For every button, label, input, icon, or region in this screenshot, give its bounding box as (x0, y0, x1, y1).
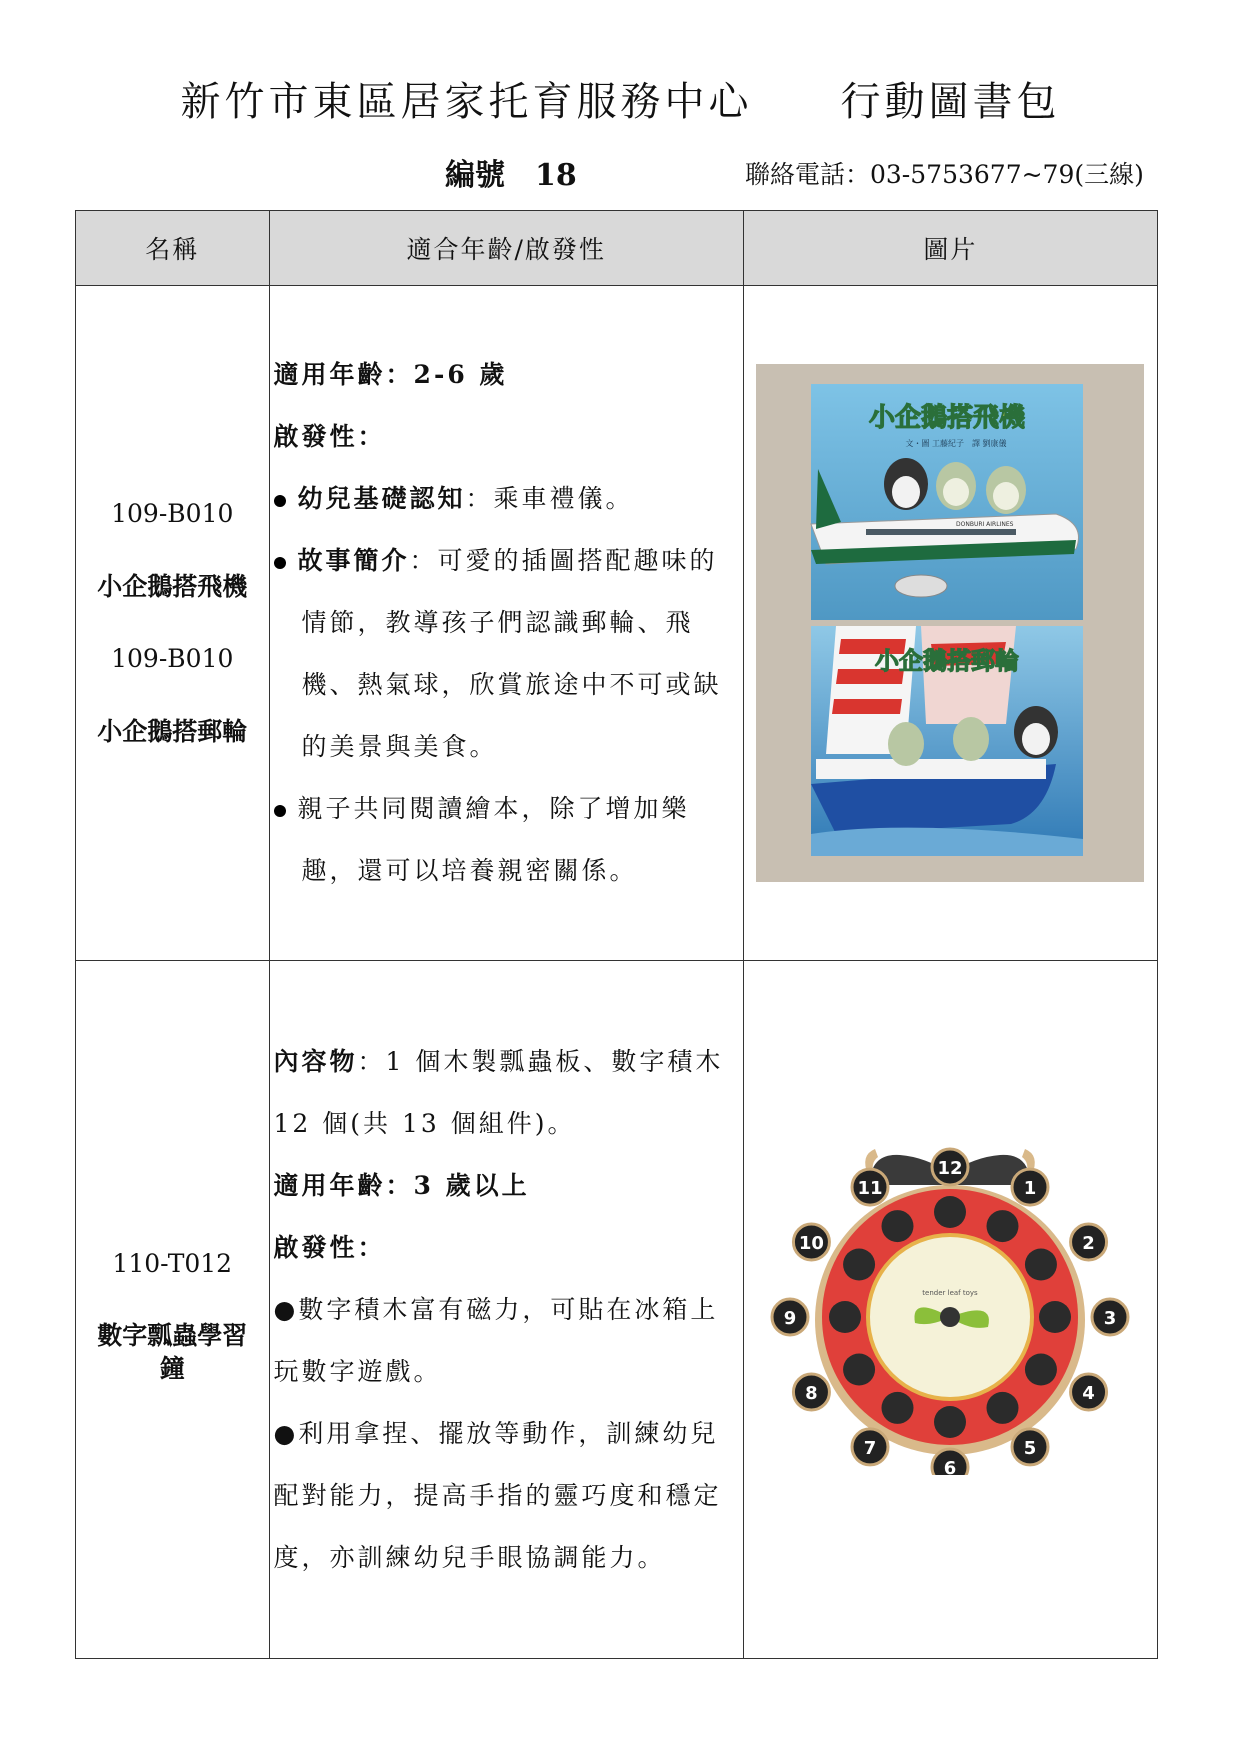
contents-text: ：1 個木製瓢蟲板、數字積木 (357, 1046, 724, 1076)
bullet-icon (274, 805, 286, 817)
penguin-books-photo (756, 364, 1144, 882)
clock-slot (987, 1391, 1019, 1423)
table-row (76, 961, 1158, 1659)
point-continuation: 趣，還可以培養親密關係。 (301, 856, 638, 885)
page-title: 新竹市東區居家托育服務中心 行動圖書包 (180, 79, 1061, 125)
item-code: 109-B010 (111, 499, 234, 528)
point-continuation: 的美景與美食。 (301, 732, 498, 761)
point-continuation: 玩數字遊戲。 (273, 1356, 442, 1386)
bullet-icon (274, 495, 286, 507)
bullet-icon (274, 557, 286, 569)
item-title: 小企鵝搭郵輪 (97, 716, 248, 746)
item-code: 109-B010 (111, 644, 234, 673)
age-line (274, 344, 739, 406)
item-description-cell (269, 286, 743, 961)
clock-slot (829, 1301, 861, 1333)
clock-slot (882, 1391, 914, 1423)
number-token-label: 6 (944, 1457, 957, 1475)
age-value: 2-6 歲 (413, 360, 508, 389)
item-code: 110-T012 (112, 1248, 233, 1278)
table-header-row (76, 211, 1158, 286)
item-title: 小企鵝搭飛機 (97, 571, 248, 601)
point-text: ●利用拿捏、擺放等動作，訓練幼兒 (273, 1418, 719, 1448)
number-token-label: 9 (784, 1307, 797, 1329)
clock-slot (843, 1353, 875, 1385)
point-text: 親子共同閱讀繪本，除了增加樂 (297, 794, 690, 823)
age-label: 適用年齡： (273, 360, 414, 389)
clock-brand: tender leaf toys (922, 1288, 979, 1297)
bullet-point (274, 778, 739, 840)
number-token-label: 10 (799, 1232, 825, 1254)
contents-line (274, 1031, 739, 1093)
bullet-point (274, 468, 739, 530)
header-age-inspiration: 適合年齡/啟發性 (269, 211, 743, 286)
point-text: ：乘車禮儀。 (465, 484, 634, 513)
contents-label: 內容物 (273, 1046, 358, 1076)
book1-title: 小企鵝搭飛機 (869, 403, 1026, 433)
header-picture: 圖片 (743, 211, 1157, 286)
clock-slot (1039, 1301, 1071, 1333)
age-value: 3 歲以上 (413, 1170, 530, 1200)
inspiration-label: 啟發性： (273, 422, 386, 451)
age-line (274, 1155, 739, 1217)
clock-slot (987, 1210, 1019, 1242)
number-token-label: 12 (937, 1157, 963, 1179)
item-picture-cell (743, 286, 1157, 961)
item-picture-cell (743, 961, 1157, 1659)
age-label: 適用年齡： (273, 1170, 414, 1200)
number-token-label: 7 (864, 1437, 877, 1459)
clock-slot (1025, 1248, 1057, 1280)
point-continuation: 情節，教導孩子們認識郵輪、飛 (301, 608, 694, 637)
point-continuation: 度，亦訓練幼兒手眼協調能力。 (273, 1542, 666, 1572)
ladybug-clock-photo (750, 1145, 1150, 1475)
point-text: ：可愛的插圖搭配趣味的 (409, 546, 718, 575)
item-name-cell (76, 961, 270, 1659)
item-title-line: 鐘 (159, 1353, 185, 1383)
clock-slot (882, 1210, 914, 1242)
number-token-label: 2 (1082, 1232, 1096, 1254)
airline-text: DONBURI AIRLINES (956, 521, 1014, 528)
number-token-label: 1 (1024, 1177, 1037, 1199)
book-bag-table (75, 210, 1158, 1659)
serial-number: 編號 18 (445, 158, 577, 193)
number-token-label: 3 (1104, 1307, 1117, 1329)
table-row (76, 286, 1158, 961)
bullet-point (274, 530, 739, 592)
clock-slot (934, 1196, 966, 1228)
point-continuation: 機、熱氣球，欣賞旅途中不可或缺 (301, 670, 722, 699)
book2-title: 小企鵝搭郵輪 (875, 647, 1020, 675)
point-label: 故事簡介 (297, 546, 410, 575)
item-description-cell (269, 961, 743, 1659)
number-token-label: 5 (1024, 1437, 1037, 1459)
clock-slot (934, 1406, 966, 1438)
point-label: 幼兒基礎認知 (297, 484, 466, 513)
number-token-label: 8 (805, 1382, 819, 1404)
contact-phone: 聯絡電話：03-5753677~79(三線) (745, 160, 1144, 189)
item-name-cell (76, 286, 270, 961)
inspiration-label: 啟發性： (273, 1232, 386, 1262)
number-token-label: 11 (857, 1177, 883, 1199)
point-text: ●數字積木富有磁力，可貼在冰箱上 (273, 1294, 719, 1324)
number-token-label: 4 (1082, 1382, 1096, 1404)
header-name: 名稱 (76, 211, 270, 286)
item-title-line: 數字瓢蟲學習 (97, 1321, 248, 1351)
clock-slot (843, 1248, 875, 1280)
book1-credit: 文・圖 工藤紀子 譯 劉康儀 (905, 439, 1007, 448)
contents-continuation: 12 個(共 13 個組件)。 (273, 1108, 576, 1138)
point-continuation: 配對能力，提高手指的靈巧度和穩定 (273, 1480, 722, 1510)
clock-slot (1025, 1353, 1057, 1385)
